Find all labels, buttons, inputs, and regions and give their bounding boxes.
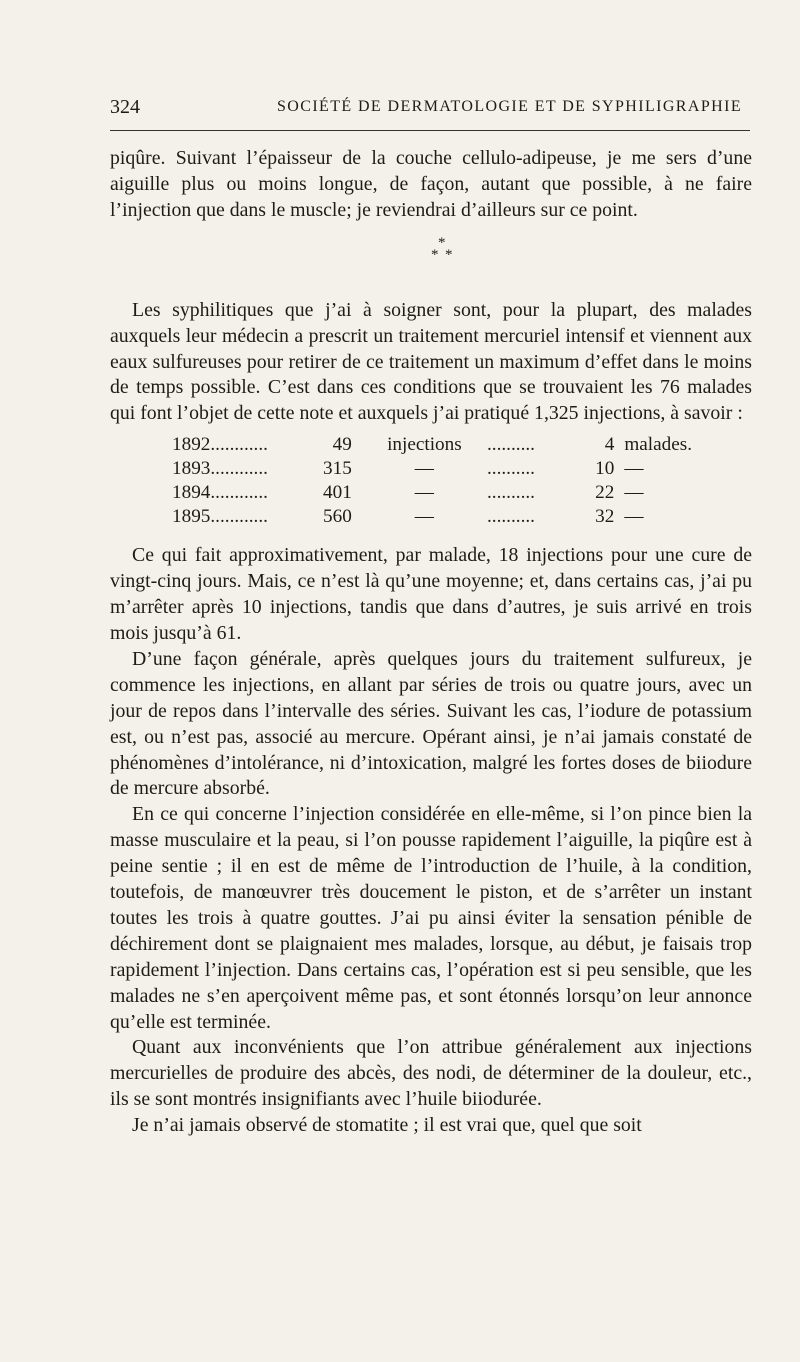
asterism-separator (428, 234, 468, 270)
patients-unit-cell: malades. (624, 434, 692, 456)
patients-count-cell: 22 (595, 482, 615, 504)
section-spacer (110, 270, 752, 298)
year-cell: 1895............ (172, 506, 268, 528)
leader-dots-cell: .......... (486, 482, 535, 504)
patients-count-cell: 10 (595, 458, 615, 480)
table-row (172, 457, 692, 481)
paragraph-1: piqûre. Suivant l’épaisseur de la couche cellulo-adipeuse, je me sers d’une aiguille plus ou moins longue, de façon, autant que possible, à ne faire l’injection que dans le muscle; je reviendrai d’ailleurs sur ce point. (110, 147, 752, 221)
injections-count-cell: 315 (323, 458, 352, 480)
injections-count-cell: 401 (323, 482, 352, 504)
paragraph-3: Ce qui fait approximativement, par malade, 18 injections pour une cure de vingt-cinq jours. Mais, ce n’est là qu’une moyenne; et, dans certains cas, j’ai pu m’arrêter après 10 injections, tandis que dans d’autres, je suis arrivé en trois mois jusqu’à 61. (110, 544, 752, 644)
page-number: 324 (110, 95, 140, 118)
table-row (172, 481, 692, 505)
injections-unit-cell: — (414, 506, 434, 528)
leader-dots-cell: .......... (486, 434, 535, 456)
injections-unit-cell: injections (387, 434, 462, 456)
injections-count-cell: 560 (323, 506, 352, 528)
injections-unit-cell: — (414, 482, 434, 504)
asterisk-right: * (445, 246, 453, 263)
body-text (110, 146, 752, 1139)
patients-count-cell: 4 (604, 434, 615, 456)
year-cell: 1894............ (172, 482, 268, 504)
patients-unit-cell: — (624, 458, 644, 480)
year-cell: 1892............ (172, 434, 268, 456)
paragraph-4: D’une façon générale, après quelques jours du traitement sulfureux, je commence les injections, en allant par séries de trois ou quatre jours, avec un jour de repos dans l’intervalle des séries. Suivant les cas, l’iodure de potassium est, ou n’est pas, associé au mercure. Opérant ainsi, je n’ai jamais constaté de phénomènes d’intolérance, ni d’intoxication, malgré les fortes doses de biiodure de mercure absorbé. (110, 647, 752, 800)
year-cell: 1893............ (172, 458, 268, 480)
running-title: SOCIÉTÉ DE DERMATOLOGIE ET DE SYPHILIGRAPHIE (277, 98, 742, 115)
injections-count-cell: 49 (332, 434, 352, 456)
running-head (110, 90, 750, 124)
asterisk-left: * (431, 246, 439, 263)
leader-dots-cell: .......... (486, 458, 535, 480)
patients-unit-cell: — (624, 482, 644, 504)
table-row (172, 505, 692, 529)
injection-statistics-table (172, 433, 692, 529)
injections-unit-cell: — (414, 458, 434, 480)
paragraph-5: En ce qui concerne l’injection considérée en elle-même, si l’on pince bien la masse musculaire et la peau, si l’on pousse rapidement l’aiguille, la piqûre est à peine sentie ; il en est de même de l’introduction de l’huile, à la condition, toutefois, de manœuvrer très doucement le piston, et de s’arrêter un instant toutes les trois à quatre gouttes. J’ai pu ainsi éviter la sensation pénible de déchirement dont se plaignaient mes malades, lorsque, au début, je faisais trop rapidement l’injection. Dans certains cas, l’opération est si peu sensible, que les malades ne s’en aperçoivent même pas, et sont étonnés lorsqu’on leur annonce qu’elle est terminée. (110, 803, 752, 1033)
asterisk-top: * (438, 234, 446, 251)
patients-count-cell: 32 (595, 506, 615, 528)
patients-unit-cell: — (624, 506, 644, 528)
paragraph-6: Quant aux inconvénients que l’on attribue généralement aux injections mercurielles de produire des abcès, des nodi, de déterminer de la douleur, etc., ils se sont montrés insignifiants avec l’huile biiodurée. (110, 1036, 752, 1111)
leader-dots-cell: .......... (486, 506, 535, 528)
paragraph-7: Je n’ai jamais observé de stomatite ; il est vrai que, quel que soit (132, 1114, 642, 1137)
header-rule (110, 130, 750, 131)
paragraph-2: Les syphilitiques que j’ai à soigner sont, pour la plupart, des malades auxquels leur médecin a prescrit un traitement mercuriel intensif et viennent aux eaux sulfureuses pour retirer de ce traitement un maximum d’effet dans le moins de temps possible. C’est dans ces conditions que se trouvaient les 76 malades qui font l’objet de cette note et auxquels j’ai pratiqué 1,325 injections, à savoir : (110, 298, 752, 425)
table-row (172, 433, 692, 457)
